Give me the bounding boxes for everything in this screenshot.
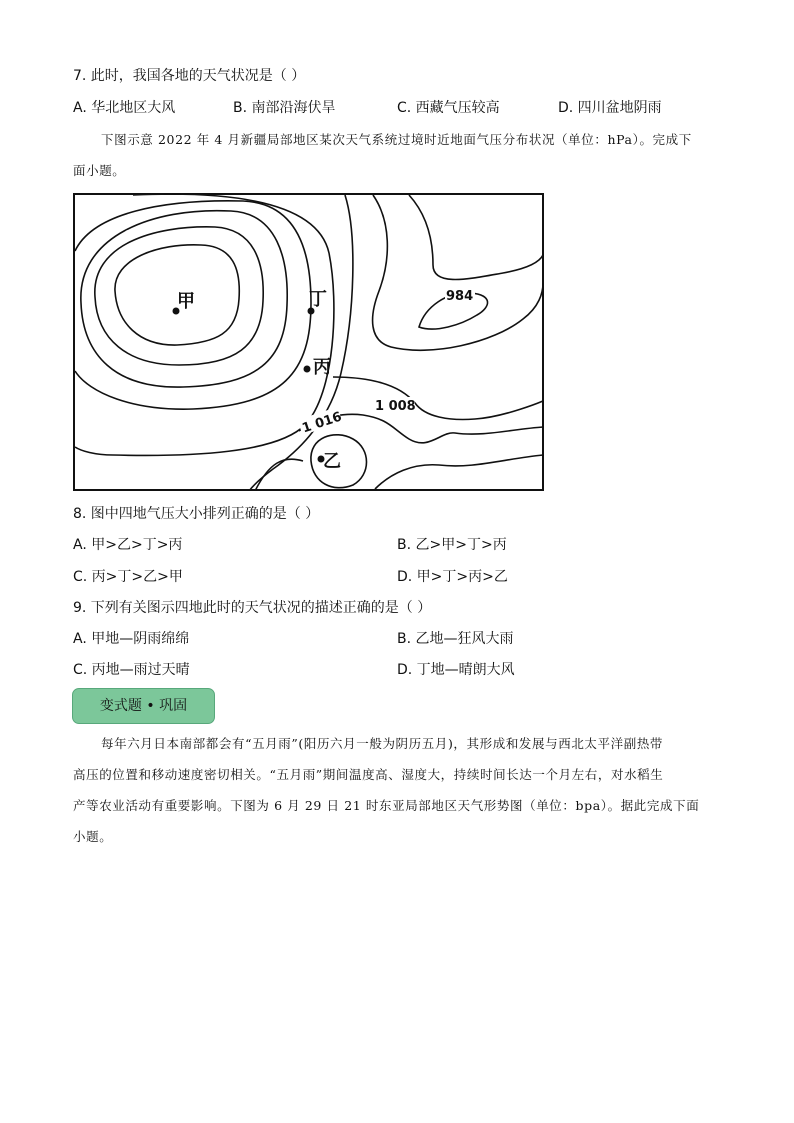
label-bing: 丙	[313, 357, 331, 378]
q7-stem: 7. 此时，我国各地的天气状况是（ ）	[73, 68, 306, 84]
q9-option-a: A. 甲地—阴雨绵绵	[73, 631, 190, 647]
point-bing	[304, 366, 311, 373]
label-jia: 甲	[177, 291, 195, 312]
label-ding: 丁	[309, 289, 327, 310]
intro1-line1: 下图示意 2022 年 4 月新疆局部地区某次天气系统过境时近地面气压分布状况（单位：hPa）。完成下	[101, 132, 692, 147]
q7-option-d: D. 四川盆地阴雨	[558, 100, 662, 116]
intro2-line2: 高压的位置和移动速度密切相关。“五月雨”期间温度高、湿度大，持续时间长达一个月左右，对水稻生	[73, 767, 664, 782]
intro2-line1: 每年六月日本南部都会有“五月雨”(阳历六月一般为阴历五月)，其形成和发展与西北太平洋副热带	[101, 736, 664, 751]
q9-option-d: D. 丁地—晴朗大风	[397, 662, 515, 678]
q9-option-b: B. 乙地—狂风大雨	[397, 631, 514, 647]
q7-option-c: C. 西藏气压较高	[397, 100, 500, 116]
isobar-label-984: 984	[446, 289, 474, 304]
q9-stem: 9. 下列有关图示四地此时的天气状况的描述正确的是（ ）	[73, 600, 432, 616]
q8-option-c: C. 丙>丁>乙>甲	[73, 569, 183, 585]
map-frame	[74, 194, 543, 490]
q8-option-b: B. 乙>甲>丁>丙	[397, 537, 507, 553]
intro2-line3: 产等农业活动有重要影响。下图为 6 月 29 日 21 时东亚局部地区天气形势图（单位：bpa）。据此完成下面	[73, 798, 700, 813]
q9-option-c: C. 丙地—雨过天晴	[73, 662, 190, 678]
intro2-line4: 小题。	[73, 829, 113, 844]
q8-stem: 8. 图中四地气压大小排列正确的是（ ）	[73, 506, 320, 522]
isobar-label-1008: 1 008	[375, 399, 416, 414]
label-yi: 乙	[323, 451, 341, 472]
isobar-label-1016: 1 016	[300, 409, 344, 437]
section-badge: 变式题 • 巩固	[72, 688, 215, 724]
isobar-map	[73, 193, 544, 491]
intro1-line2: 面小题。	[73, 163, 126, 178]
q8-option-d: D. 甲>丁>丙>乙	[397, 569, 508, 585]
q7-option-b: B. 南部沿海伏旱	[233, 100, 336, 116]
q8-option-a: A. 甲>乙>丁>丙	[73, 537, 183, 553]
q7-option-a: A. 华北地区大风	[73, 100, 176, 116]
